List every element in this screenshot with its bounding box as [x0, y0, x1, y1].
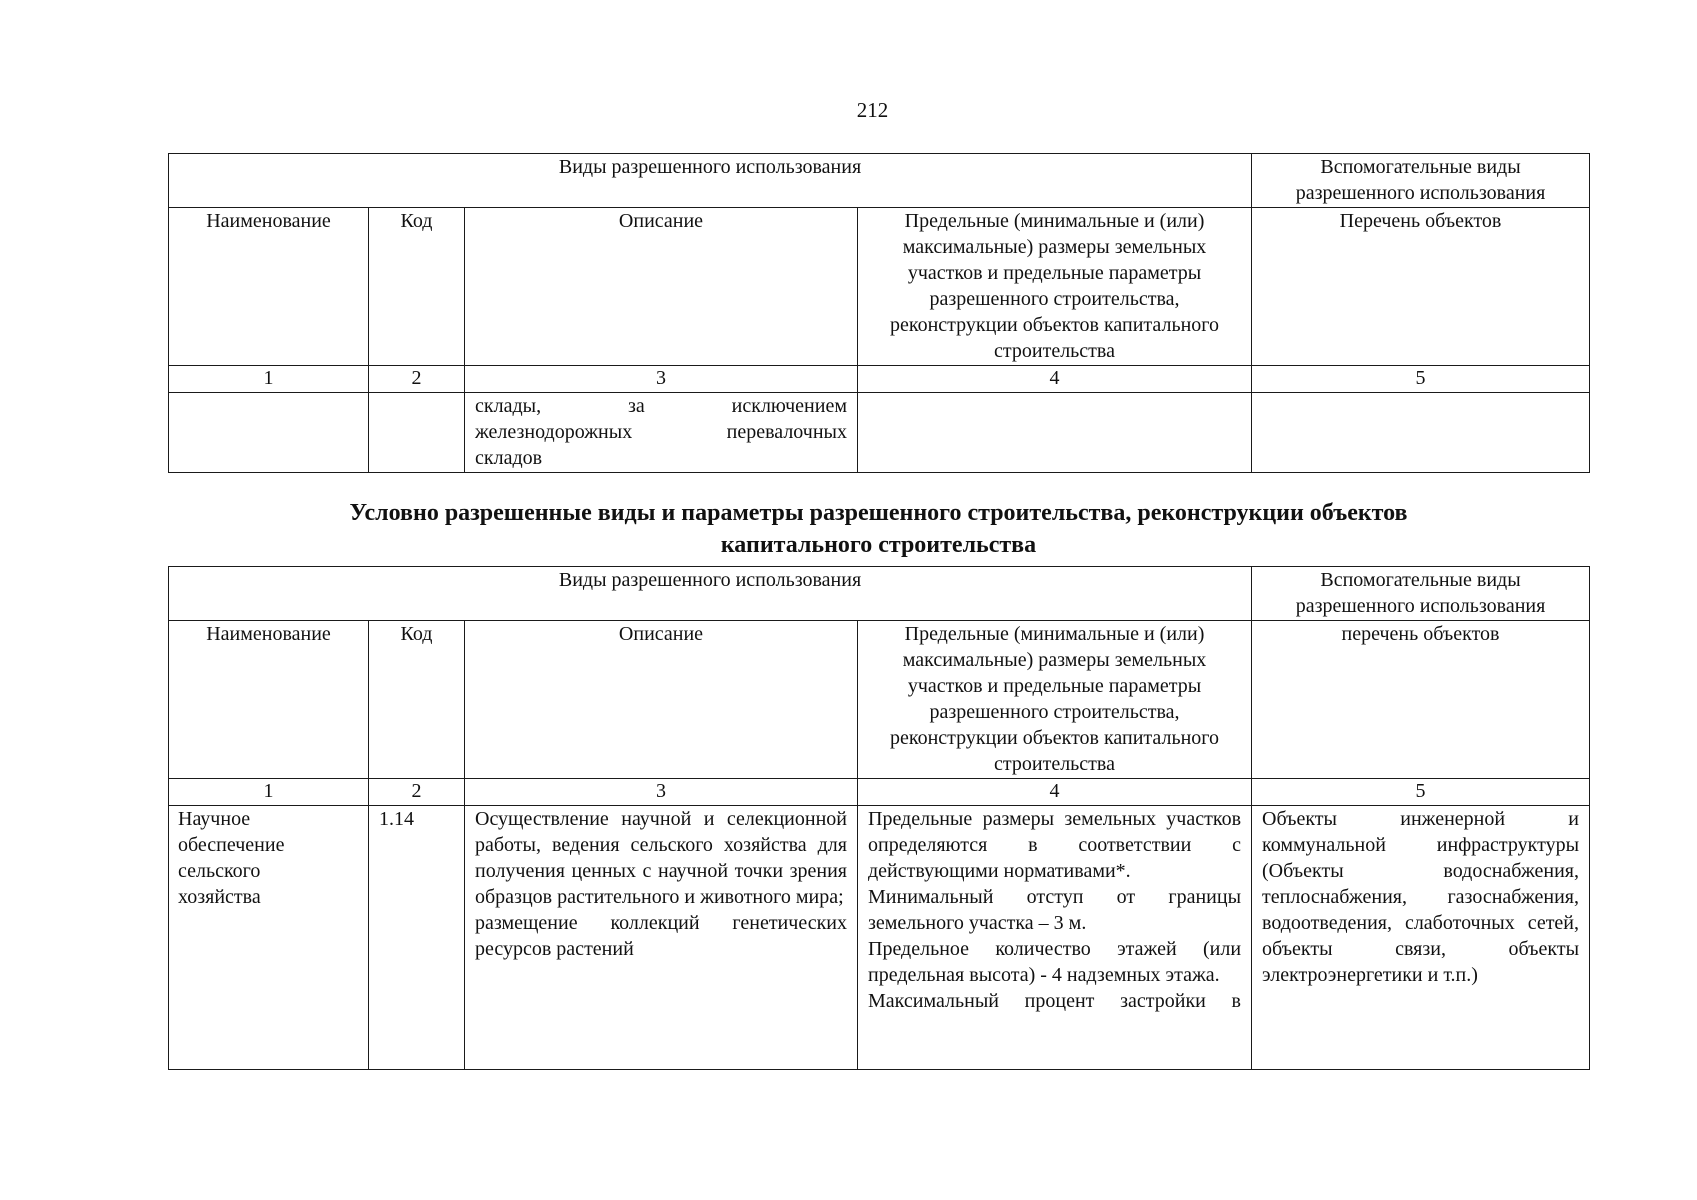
- column-number: 3: [465, 366, 858, 393]
- description-paragraph: размещение коллекций генетических ресурсов растений: [475, 912, 847, 960]
- row-name: [169, 393, 369, 473]
- header-description: Описание: [465, 621, 858, 779]
- row-code: [369, 393, 465, 473]
- description-line: железнодорожных перевалочных: [475, 421, 847, 443]
- row-limits: [858, 393, 1252, 473]
- row-limits: [858, 806, 1252, 1070]
- header-description: Описание: [465, 208, 858, 366]
- section-title-line: капитального строительства: [720, 532, 1037, 558]
- column-number: 2: [369, 779, 465, 806]
- column-number: 1: [169, 366, 369, 393]
- row-description: [465, 806, 858, 1070]
- header-code: Код: [369, 621, 465, 779]
- header-code: Код: [369, 208, 465, 366]
- row-description: [465, 393, 858, 473]
- row-objects: Объекты инженерной и коммунальной инфраструктуры (Объекты водоснабжения, теплоснабжения, газоснабжения, водоотведения, слаботочных сетей, объекты связи, объекты электроэнергетики и т.п.): [1252, 806, 1590, 1070]
- row-name: Научное обеспечение сельского хозяйства: [169, 806, 369, 1070]
- column-number: 5: [1252, 779, 1590, 806]
- header-auxiliary-uses: Вспомогательные виды разрешенного использования: [1252, 154, 1590, 208]
- limits-paragraph: Минимальный отступ от границы земельного участка – 3 м.: [868, 886, 1242, 934]
- page-number: 212: [856, 98, 889, 122]
- header-objects: перечень объектов: [1252, 621, 1590, 779]
- conditional-uses-table: [168, 566, 1590, 1070]
- header-name: Наименование: [169, 208, 369, 366]
- header-objects: Перечень объектов: [1252, 208, 1590, 366]
- header-limits: Предельные (минимальные и (или) максимальные) размеры земельных участков и предельные параметры разрешенного строительства, реконструкции объектов капитального строительства: [858, 621, 1252, 779]
- row-objects: [1252, 393, 1590, 473]
- header-auxiliary-uses: Вспомогательные виды разрешенного использования: [1252, 567, 1590, 621]
- limits-paragraph: Предельное количество этажей (или предельная высота) - 4 надземных этажа.: [868, 938, 1242, 986]
- column-number: 4: [858, 366, 1252, 393]
- header-permitted-uses: Виды разрешенного использования: [169, 567, 1252, 621]
- description-line: склады, за исключением: [475, 395, 847, 417]
- header-name: Наименование: [169, 621, 369, 779]
- header-limits: Предельные (минимальные и (или) максимальные) размеры земельных участков и предельные параметры разрешенного строительства, реконструкции объектов капитального строительства: [858, 208, 1252, 366]
- header-permitted-uses: Виды разрешенного использования: [169, 154, 1252, 208]
- column-number: 2: [369, 366, 465, 393]
- column-number: 4: [858, 779, 1252, 806]
- row-code: 1.14: [369, 806, 465, 1070]
- column-number: 1: [169, 779, 369, 806]
- column-number: 5: [1252, 366, 1590, 393]
- description-paragraph: Осуществление научной и селекционной работы, ведения сельского хозяйства для получения ценных с научной точки зрения образцов растительного и животного мира;: [475, 808, 847, 908]
- limits-paragraph: Предельные размеры земельных участков определяются в соответствии с действующими нормативами*.: [868, 808, 1242, 882]
- section-title: [168, 497, 1589, 561]
- description-line: складов: [475, 447, 543, 469]
- limits-paragraph: Максимальный процент застройки в: [868, 990, 1242, 1012]
- column-number: 3: [465, 779, 858, 806]
- section-title-line: Условно разрешенные виды и параметры разрешенного строительства, реконструкции объектов: [349, 500, 1408, 526]
- permitted-uses-table: [168, 153, 1590, 473]
